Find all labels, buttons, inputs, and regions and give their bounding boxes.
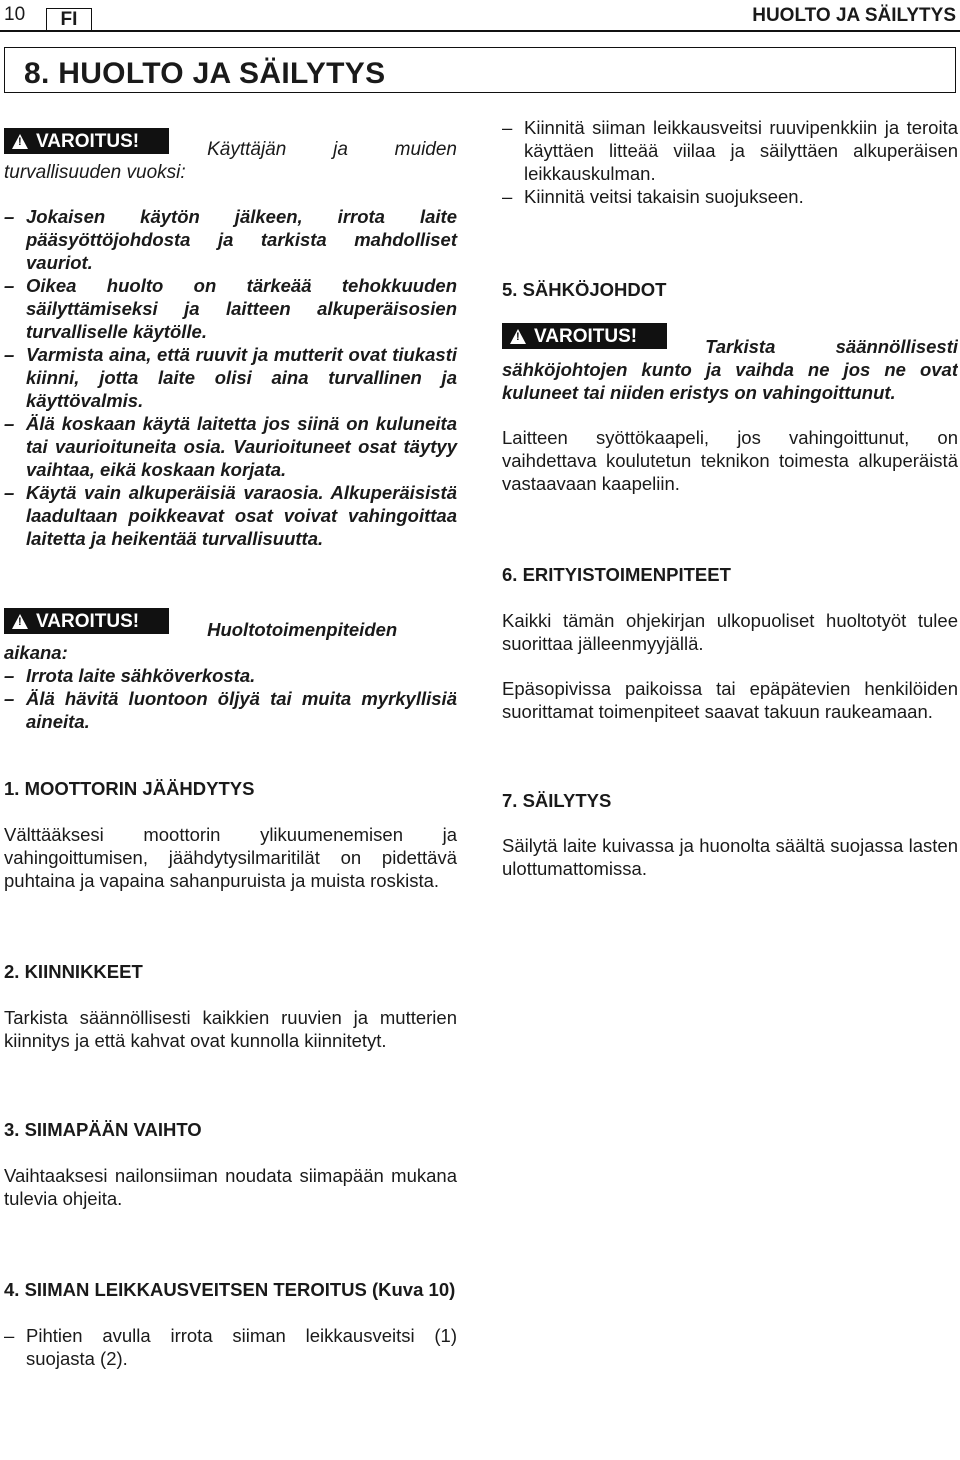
warning-badge-label: VAROITUS! bbox=[534, 325, 638, 347]
section-text: Laitteen syöttökaapeli, jos vahingoittunut, on vaihdettava koulutetun teknikon toimesta alkuperäistä vastaavaan kaapeliin. bbox=[502, 427, 958, 494]
warning-badge bbox=[4, 128, 169, 154]
page-number: 10 bbox=[4, 4, 26, 25]
safety-list bbox=[4, 205, 457, 550]
section-heading: 6. ERITYISTOIMENPITEET bbox=[502, 564, 731, 585]
sharpening-list bbox=[4, 1324, 457, 1370]
header-rule bbox=[0, 30, 960, 32]
sharpening-list-continued bbox=[502, 116, 958, 208]
section-text: Tarkista säännöllisesti kaikkien ruuvien ja mutterien kiinnitys ja että kahvat ovat kunnolla kiinnitetyt. bbox=[4, 1007, 457, 1051]
section-heading: 5. SÄHKÖJOHDOT bbox=[502, 279, 667, 300]
list-item: – Pihtien avulla irrota siiman leikkausveitsi (1) suojasta (2). bbox=[4, 1324, 457, 1370]
warning-triangle-icon bbox=[510, 329, 526, 344]
section-heading: 4. SIIMAN LEIKKAUSVEITSEN TEROITUS (Kuva 10) bbox=[4, 1279, 456, 1300]
warning-badge bbox=[502, 323, 667, 349]
warning-text: Käyttäjän ja muiden turvallisuuden vuoksi: bbox=[4, 139, 457, 183]
header-section-title: HUOLTO JA SÄILYTYS bbox=[752, 5, 956, 26]
chapter-title: 8. HUOLTO JA SÄILYTYS bbox=[24, 57, 386, 90]
list-item: – Oikea huolto on tärkeää tehokkuuden säilyttämiseksi ja laitteen alkuperäisosien turvalliselle käytölle. bbox=[4, 274, 457, 343]
warning-block-cables bbox=[502, 323, 958, 404]
warning-block-maintenance bbox=[4, 608, 457, 664]
list-item: – Älä hävitä luontoon öljyä tai muita myrkyllisiä aineita. bbox=[4, 687, 457, 733]
list-item: – Kiinnitä veitsi takaisin suojukseen. bbox=[502, 185, 958, 208]
list-item: – Älä koskaan käytä laitetta jos siinä on kuluneita tai vaurioituneita osia. Vaurioituneet osat täytyy vaihtaa, eikä koskaan korjata. bbox=[4, 412, 457, 481]
warning-badge bbox=[4, 608, 169, 634]
warning-triangle-icon bbox=[12, 614, 28, 629]
warning-text: Huoltotoimenpiteiden aikana: bbox=[4, 619, 398, 663]
section-text: Kaikki tämän ohjekirjan ulkopuoliset huoltotyöt tulee suorittaa jälleenmyyjällä. bbox=[502, 610, 958, 654]
section-heading: 7. SÄILYTYS bbox=[502, 790, 612, 811]
list-item: – Jokaisen käytön jälkeen, irrota laite pääsyöttöjohdosta ja tarkista mahdolliset vauriot. bbox=[4, 205, 457, 274]
list-item: – Käytä vain alkuperäisiä varaosia. Alkuperäisistä laadultaan poikkeavat osat voivat vahingoittaa laitetta ja heikentää turvallisuutta. bbox=[4, 481, 457, 550]
language-tab: FI bbox=[46, 8, 92, 32]
section-heading: 2. KIINNIKKEET bbox=[4, 961, 143, 982]
section-text: Vaihtaaksesi nailonsiiman noudata siimapään mukana tulevia ohjeita. bbox=[4, 1165, 457, 1209]
section-text: Välttääksesi moottorin ylikuumenemisen ja vahingoittumisen, jäähdytysilmaritilät on pidettävä puhtaina ja vapaina sahanpuruista ja muista roskista. bbox=[4, 824, 457, 891]
warning-badge-label: VAROITUS! bbox=[36, 130, 140, 152]
maintenance-list bbox=[4, 664, 457, 733]
warning-block-safety bbox=[4, 128, 457, 184]
warning-badge-label: VAROITUS! bbox=[36, 610, 140, 632]
right-column bbox=[502, 116, 958, 880]
list-item: – Varmista aina, että ruuvit ja mutterit ovat tiukasti kiinni, jotta laite olisi aina turvallinen ja käyttövalmis. bbox=[4, 343, 457, 412]
section-text: Säilytä laite kuivassa ja huonolta säältä suojassa lasten ulottumattomissa. bbox=[502, 835, 958, 879]
warning-triangle-icon bbox=[12, 134, 28, 149]
section-heading: 3. SIIMAPÄÄN VAIHTO bbox=[4, 1119, 202, 1140]
list-item: – Kiinnitä siiman leikkausveitsi ruuvipenkkiin ja teroita käyttäen litteää viilaa ja säilyttäen alkuperäisen leikkauskulman. bbox=[502, 116, 958, 185]
left-column bbox=[4, 128, 457, 1370]
warning-text: Tarkista säännöllisesti sähköjohtojen kunto ja vaihda ne jos ne ovat kuluneet tai niiden eristys on vahingoittunut. bbox=[502, 336, 958, 403]
section-text: Epäsopivissa paikoissa tai epäpätevien henkilöiden suorittamat toimenpiteet saavat takuun raukeamaan. bbox=[502, 678, 958, 722]
list-item: – Irrota laite sähköverkosta. bbox=[4, 664, 457, 687]
section-heading: 1. MOOTTORIN JÄÄHDYTYS bbox=[4, 778, 255, 799]
